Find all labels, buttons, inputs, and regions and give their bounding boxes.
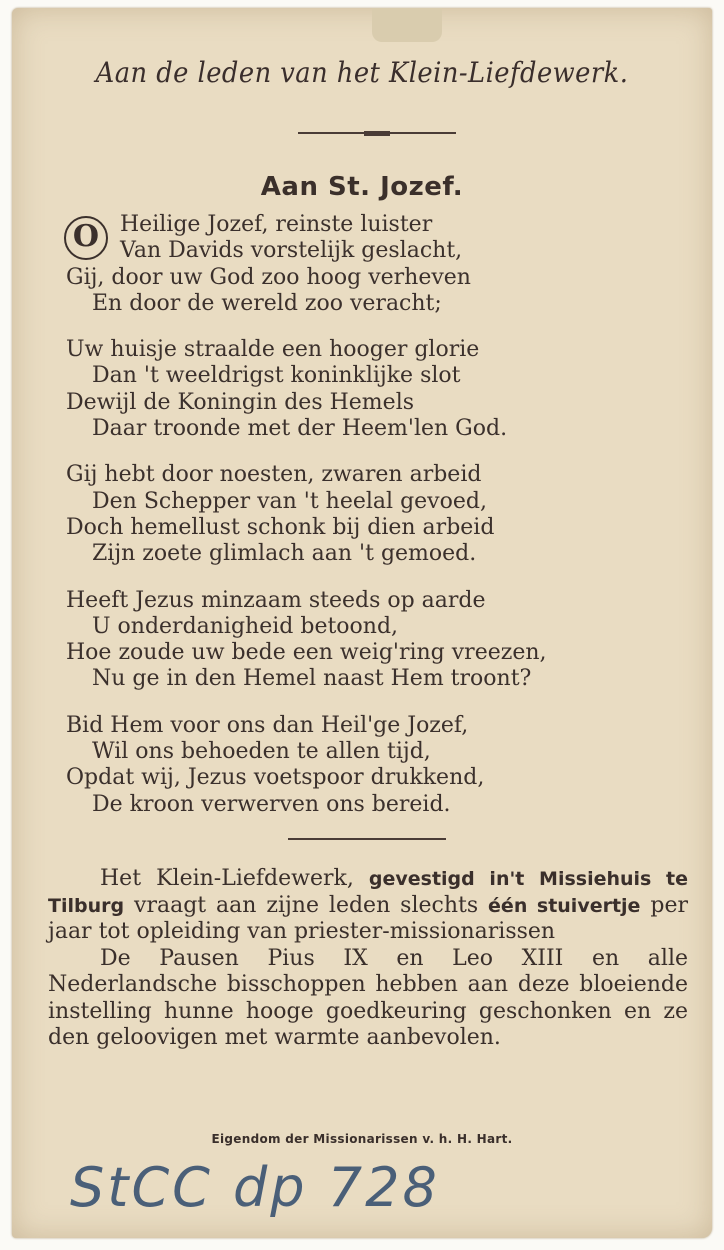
poem-line: Zijn zoete glimlach aan 't gemoed. [92, 541, 477, 567]
prose-text: vraagt aan zijne leden slechts [124, 892, 489, 918]
prose-text: per jaar tot opleiding van priester-missionarissen [48, 892, 688, 944]
prayer-card [12, 8, 712, 1238]
top-divider [298, 132, 456, 134]
poem-line: Nu ge in den Hemel naast Hem troont? [92, 666, 532, 692]
poem [66, 212, 706, 838]
stanza-2 [66, 337, 706, 442]
poem-line: Doch hemellust schonk bij dien arbeid [66, 514, 495, 540]
prose-bold-text: gevestigd in't Missiehuis te Tilburg [48, 868, 688, 917]
poem-line: Opdat wij, Jezus voetspoor drukkend, [66, 765, 485, 791]
ownership-footer: Eigendom der Missionarissen v. h. H. Hart. [211, 1132, 513, 1146]
poem-line: Dan 't weeldrigst koninklijke slot [92, 363, 461, 389]
poem-title: Aan St. Jozef. [260, 172, 464, 202]
stanza-5 [66, 713, 706, 818]
poem-line: Gij hebt door noesten, zwaren arbeid [66, 462, 482, 488]
middle-divider [288, 838, 446, 840]
stanza-3 [66, 462, 706, 567]
poem-line: Heilige Jozef, reinste luister [120, 212, 433, 237]
handwritten-catalog-note: StCC dp 728 [70, 1156, 440, 1219]
poem-line: Gij, door uw God zoo hoog verheven [66, 264, 471, 290]
poem-line: Bid Hem voor ons dan Heil'ge Jozef, [66, 712, 469, 738]
torn-notch [372, 8, 442, 42]
stanza-4 [66, 588, 706, 693]
poem-line: Den Schepper van 't heelal gevoed, [92, 488, 487, 514]
card-header: Aan de leden van het Klein-Liefdewerk. [95, 56, 629, 89]
prose-paragraph-1 [48, 866, 688, 946]
poem-line: Hoe zoude uw bede een weig'ring vreezen, [66, 640, 547, 666]
poem-line: En door de wereld zoo veracht; [92, 290, 442, 316]
dropcap-ornament: O [64, 216, 108, 260]
prose-block [48, 866, 688, 1052]
poem-line: U onderdanigheid betoond, [92, 613, 399, 639]
prose-bold-text: één stuivertje [488, 894, 641, 917]
poem-line: Uw huisje straalde een hooger glorie [66, 337, 480, 363]
poem-line: Van Davids vorstelijk geslacht, [120, 238, 463, 264]
poem-line: Wil ons behoeden te allen tijd, [92, 739, 431, 765]
poem-line: Dewijl de Koningin des Hemels [66, 389, 415, 415]
prose-text: Het Klein-Liefdewerk, [100, 866, 369, 891]
poem-line: De kroon verwerven ons bereid. [92, 791, 451, 817]
poem-line: Daar troonde met der Heem'len God. [92, 416, 508, 442]
poem-line: Heeft Jezus minzaam steeds op aarde [66, 587, 486, 613]
stanza-1 [66, 212, 706, 317]
prose-paragraph-2: De Pausen Pius IX en Leo XIII en alle Nederlandsche bisschoppen hebben aan deze bloeiende instelling hunne hooge goedkeuring geschonken en ze den geloovigen met warmte aanbevolen. [48, 945, 688, 1050]
